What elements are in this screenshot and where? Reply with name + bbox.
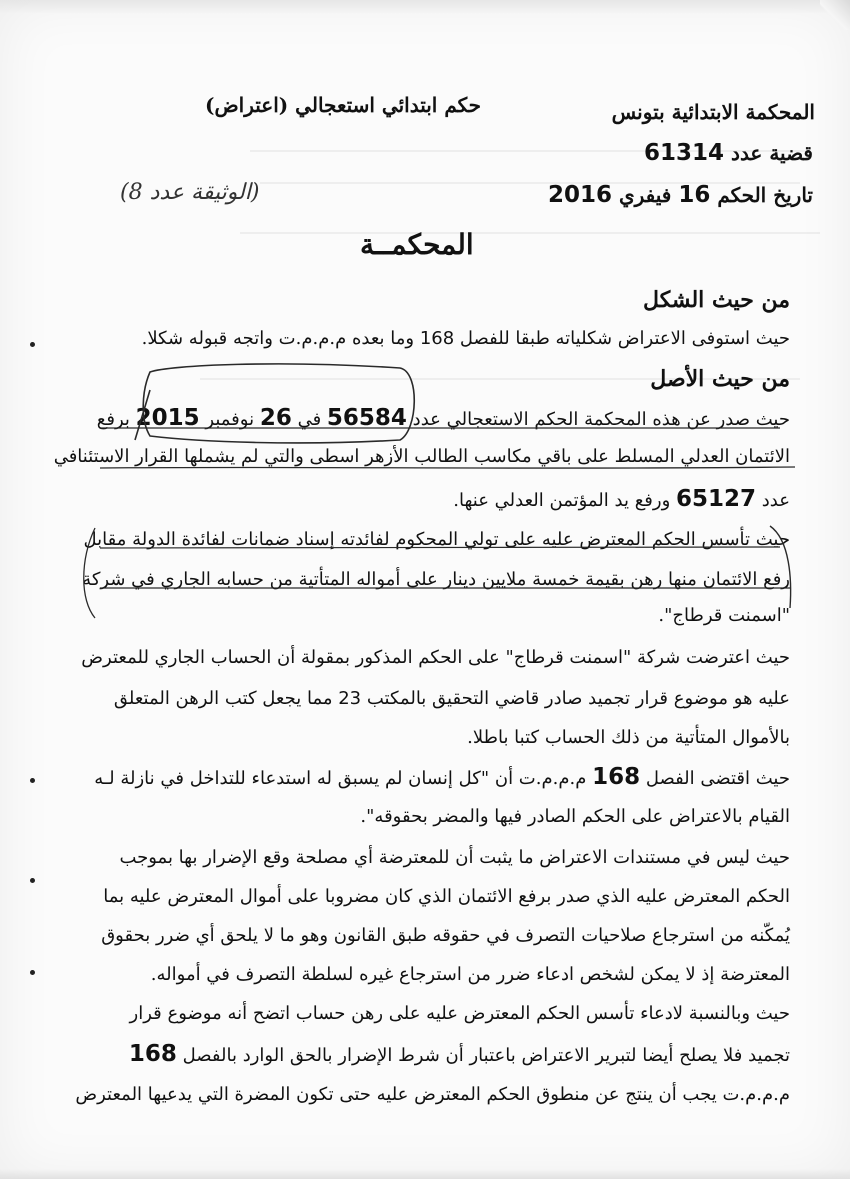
paragraph-line: حيث ليس في مستندات الاعتراض ما يثبت أن للمعترضة أي مصلحة وقع الإضرار بها بموجب <box>119 847 790 868</box>
paragraph-line: القيام بالاعتراض على الحكم الصادر فيها والمضر بحقوقه". <box>360 806 790 827</box>
judgment-month: فيفري <box>618 183 672 207</box>
paragraph-line <box>94 764 790 792</box>
paragraph-line: "اسمنت قرطاج". <box>658 605 790 626</box>
judgment-date-line <box>548 182 813 208</box>
paragraph-line: الائتمان العدلي المسلط على باقي مكاسب الطالب الأزهر اسطى والتي لم يشملها القرار الاستئنافي <box>53 446 790 467</box>
margin-bullet <box>30 342 35 347</box>
judgment-day: 16 <box>678 182 711 208</box>
paragraph-line <box>129 1041 790 1069</box>
page-corner-fold <box>820 0 850 30</box>
case-number-line <box>644 140 813 166</box>
judgment-type: حكم ابتدائي استعجالي (اعتراض) <box>205 93 482 117</box>
paragraph-line: الحكم المعترض عليه الذي صدر برفع الائتمان الذي كان مضروبا على أموال المعترض عليه بما <box>103 886 790 907</box>
paragraph-line: حيث اعترضت شركة "اسمنت قرطاج" على الحكم المذكور بمقولة أن الحساب الجاري للمعترض <box>81 647 790 668</box>
text-segment: حيث استوفى الاعتراض شكلياته طبقا للفصل <box>459 328 790 349</box>
text-segment: حيث صدر عن هذه المحكمة الحكم الاستعجالي عدد <box>412 409 790 430</box>
text-segment: وما بعده م.م.م.ت واتجه قبوله شكلا. <box>141 328 415 349</box>
paragraph-line <box>453 486 790 514</box>
margin-bullet <box>30 778 35 783</box>
article-number: 168 <box>128 1041 177 1067</box>
case-label: قضية عدد <box>731 141 813 165</box>
page-top-edge <box>0 0 850 14</box>
paragraph-line: حيث وبالنسبة لادعاء تأسس الحكم المعترض عليه على رهن حساب اتضح أنه موضوع قرار <box>129 1003 790 1024</box>
section-heading-form: من حيث الشكل <box>643 287 790 313</box>
page-title: المحكمــة <box>360 228 474 261</box>
bleed-through-mark <box>240 232 820 234</box>
judgment-year: 2016 <box>547 182 612 208</box>
date-day: 26 <box>259 405 292 431</box>
case-number: 61314 <box>644 140 725 166</box>
article-number: 168 <box>419 328 455 349</box>
paragraph-line: رفع الائتمان منها رهن بقيمة خمسة ملايين دينار على أمواله المتأتية من حسابه الجاري في شركة <box>82 569 790 590</box>
paragraph-line: حيث تأسس الحكم المعترض عليه على تولي المحكوم لفائدته إسناد ضمانات لفائدة الدولة مقابل <box>83 529 790 550</box>
appeal-decision-number: 65127 <box>676 486 757 512</box>
paragraph-line: يُمكّنه من استرجاع صلاحيات التصرف في حقوقه طبق القانون وهو ما لا يلحق أي ضرر بحقوق <box>101 925 790 946</box>
page-bottom-edge <box>0 1169 850 1179</box>
article-number: 168 <box>592 764 641 790</box>
judgment-reference-number: 56584 <box>326 405 407 431</box>
text-segment: م.م.م.ت أن "كل إنسان لم يسبق له استدعاء للتداخل في نازلة لـه <box>94 768 587 789</box>
paragraph-line: بالأموال المتأتية من ذلك الحساب كتبا باطلا. <box>467 727 790 748</box>
paragraph-line: المعترضة إذ لا يمكن لشخص ادعاء ضرر من استرجاع غيره لسلطة التصرف في أمواله. <box>150 964 790 985</box>
court-name: المحكمة الابتدائية بتونس <box>611 100 815 124</box>
date-month: نوفمبر <box>205 409 255 430</box>
text-segment: في <box>297 409 322 430</box>
handwritten-document-number: (الوثيقة عدد 8) <box>120 180 260 205</box>
date-year: 2015 <box>135 405 200 431</box>
text-segment: عليه هو موضوع قرار تجميد صادر قاضي التحقيق بالمكتب <box>366 688 790 709</box>
text-segment: برفع <box>96 409 130 430</box>
text-segment: تجميد فلا يصلح أيضا لتبرير الاعتراض باعتبار أن شرط الإضرار بالحق الوارد بالفصل <box>182 1045 790 1066</box>
judgment-date-label: تاريخ الحكم <box>717 183 813 207</box>
paragraph-line <box>142 326 790 352</box>
text-segment: ورفع يد المؤتمن العدلي عنها. <box>453 490 671 511</box>
paragraph-line <box>114 686 790 712</box>
margin-bullet <box>30 970 35 975</box>
margin-bullet <box>30 878 35 883</box>
text-segment: عدد <box>761 490 790 511</box>
paragraph-line: م.م.م.ت يجب أن ينتج عن منطوق الحكم المعترض عليه حتى تكون المضرة التي يدعيها المعترض <box>75 1084 790 1105</box>
text-segment: مما يجعل كتب الرهن المتعلق <box>113 688 333 709</box>
section-heading-merits: من حيث الأصل <box>650 366 790 392</box>
paragraph-line <box>97 405 790 433</box>
office-number: 23 <box>338 688 362 709</box>
text-segment: حيث اقتضى الفصل <box>645 768 790 789</box>
